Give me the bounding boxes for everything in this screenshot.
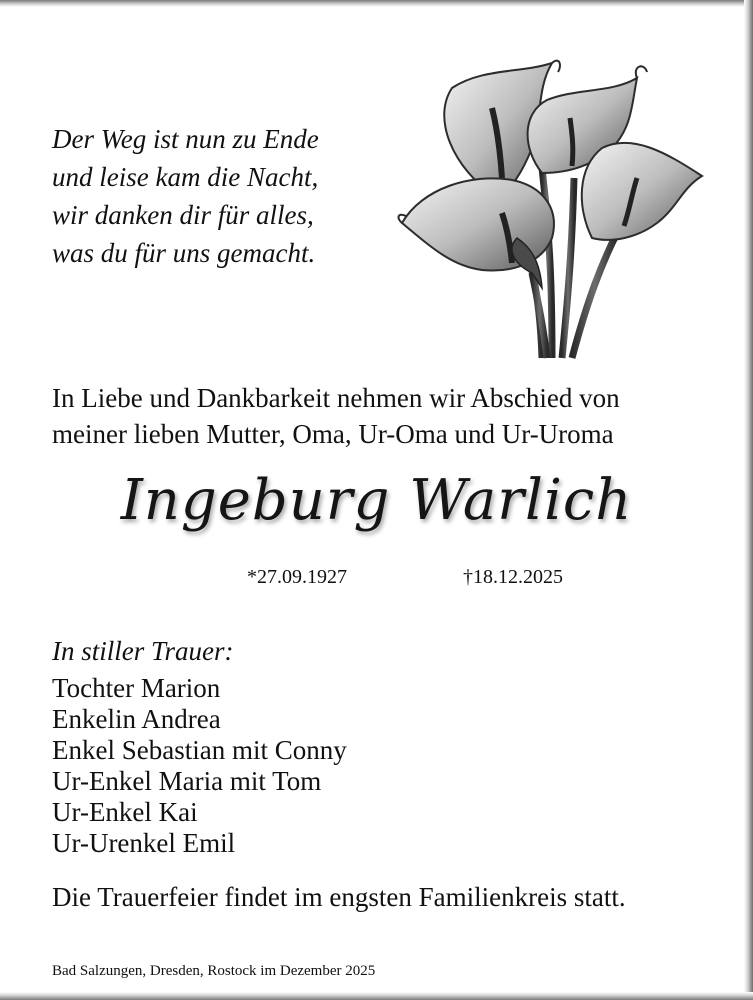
farewell-text [52, 380, 620, 452]
ceremony-note: Die Trauerfeier findet im engsten Familienkreis statt. [52, 882, 626, 912]
birth-date: *27.09.1927 [247, 566, 347, 588]
frame-shadow-bottom [0, 992, 753, 1000]
poem-line: was du für uns gemacht. [52, 238, 316, 268]
farewell-line: meiner lieben Mutter, Oma, Ur-Oma und Ur-Uroma [52, 419, 614, 449]
calla-lily-bouquet-icon [392, 48, 712, 360]
mourner-name: Enkel Sebastian mit Conny [52, 735, 347, 765]
deceased-name: Ingeburg Warlich [120, 468, 633, 533]
death-date: †18.12.2025 [463, 566, 563, 588]
mourner-name: Tochter Marion [52, 673, 221, 703]
mourner-name: Ur-Urenkel Emil [52, 828, 236, 858]
frame-shadow-top [0, 0, 753, 7]
mourner-name: Enkelin Andrea [52, 704, 221, 734]
poem-line: und leise kam die Nacht, [52, 162, 319, 192]
mourner-name: Ur-Enkel Kai [52, 797, 198, 827]
farewell-line: In Liebe und Dankbarkeit nehmen wir Abschied von [52, 383, 620, 413]
poem-line: Der Weg ist nun zu Ende [52, 124, 319, 154]
mourners-heading: In stiller Trauer: [52, 636, 234, 666]
poem [52, 120, 319, 272]
poem-line: wir danken dir für alles, [52, 200, 314, 230]
mourner-name: Ur-Enkel Maria mit Tom [52, 766, 322, 796]
location-date-footer: Bad Salzungen, Dresden, Rostock im Dezember 2025 [52, 963, 376, 979]
mourners-list [52, 673, 347, 859]
